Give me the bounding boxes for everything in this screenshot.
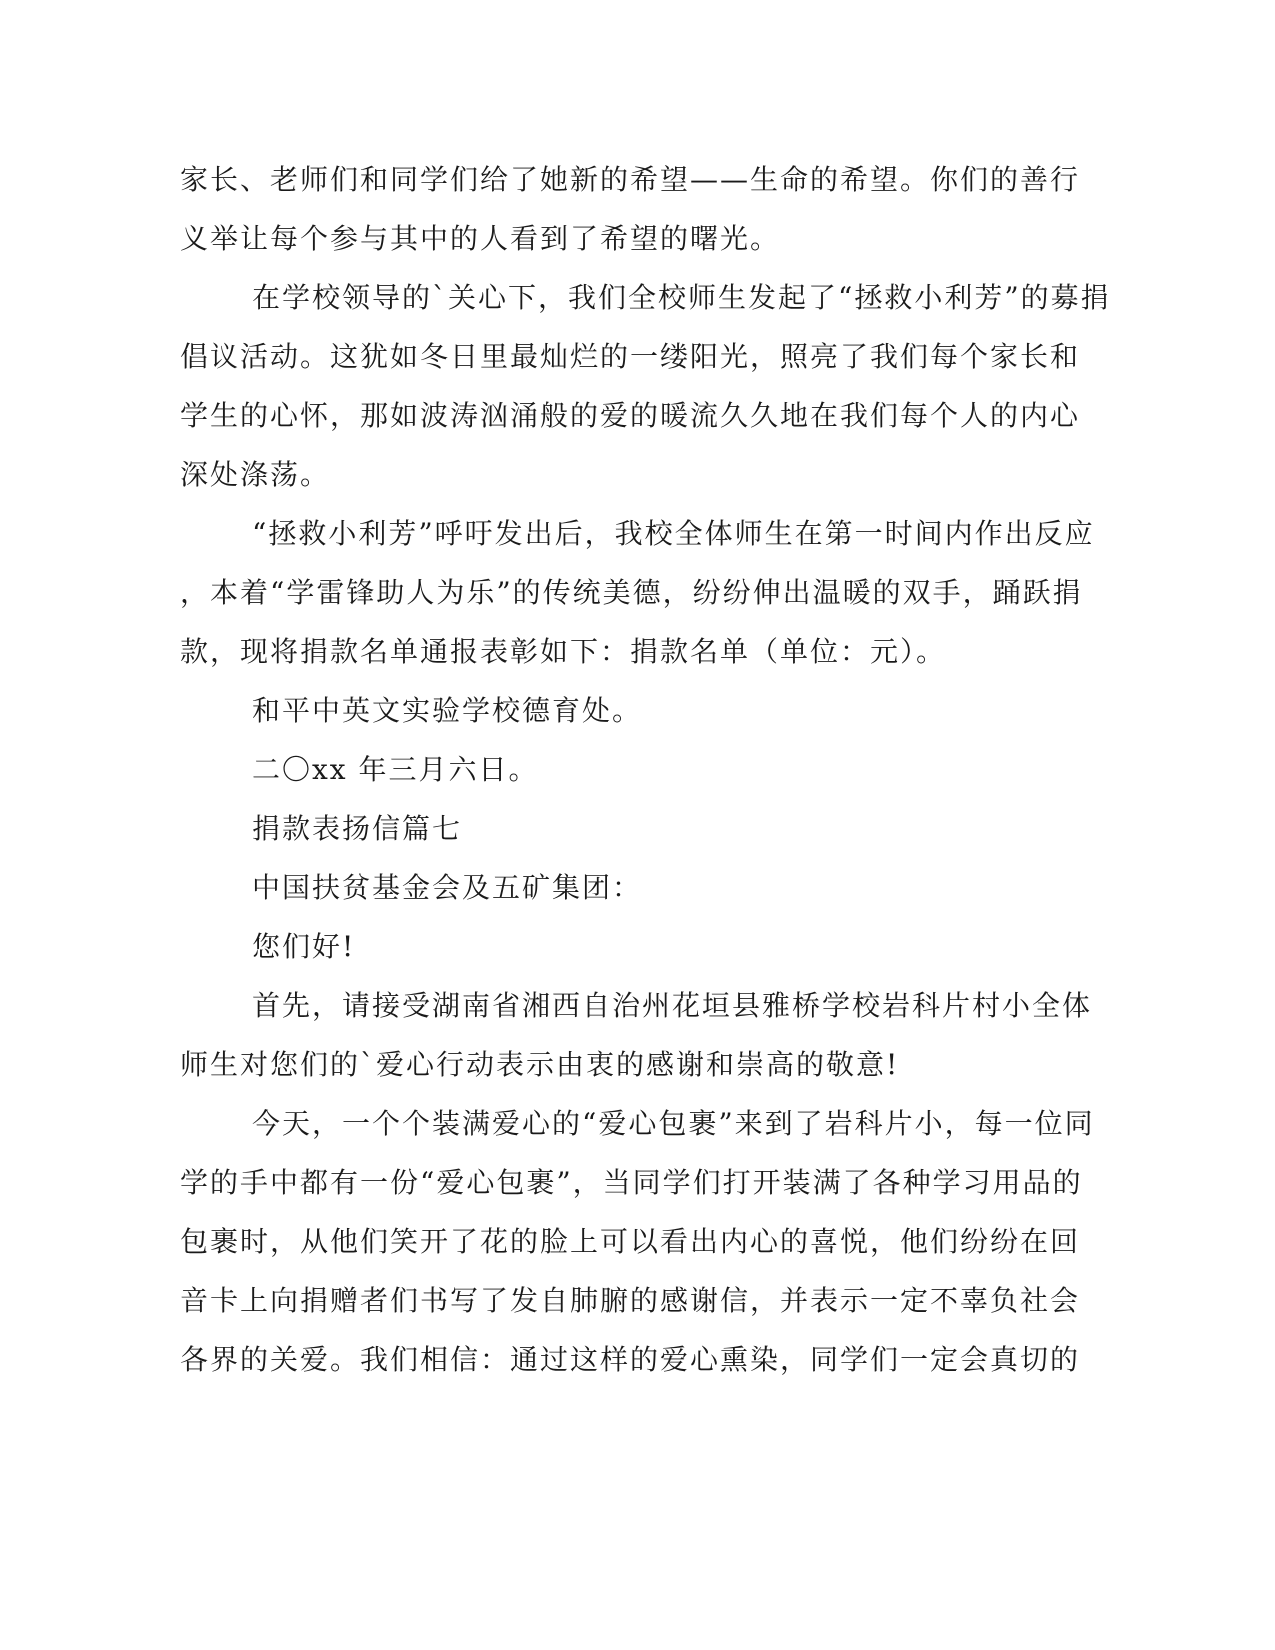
text-line: 各界的关爱。我们相信：通过这样的爱心熏染，同学们一定会真切的 — [180, 1343, 1081, 1376]
salutation-recipient — [180, 858, 1080, 917]
signature-date — [180, 740, 1080, 799]
paragraph-thanks — [180, 976, 1093, 1094]
text-line: 您们好! — [252, 930, 356, 963]
greeting — [180, 917, 1080, 976]
text-line: 款，现将捐款名单通报表彰如下：捐款名单（单位：元）。 — [180, 635, 947, 668]
text-line: 义举让每个参与其中的人看到了希望的曙光。 — [180, 222, 781, 255]
text-line: 深处涤荡。 — [180, 458, 331, 491]
paragraph-3 — [180, 504, 1095, 681]
text-line: 音卡上向捐赠者们书写了发自肺腑的感谢信，并表示一定不辜负社会 — [180, 1284, 1081, 1317]
text-line: 师生对您们的`爱心行动表示由衷的感谢和崇高的敬意! — [180, 1048, 900, 1081]
text-line: 中国扶贫基金会及五矿集团： — [252, 871, 643, 904]
text-line: 二〇xx 年三月六日。 — [252, 753, 539, 786]
text-line: 学生的心怀，那如波涛汹涌般的爱的暖流久久地在我们每个人的内心 — [180, 399, 1081, 432]
text-line: 捐款表扬信篇七 — [252, 812, 463, 845]
text-line: “拯救小利芳”呼吁发出后，我校全体师生在第一时间内作出反应 — [252, 517, 1095, 550]
paragraph-1 — [180, 150, 1080, 268]
text-line: 包裹时，从他们笑开了花的脸上可以看出内心的喜悦，他们纷纷在回 — [180, 1225, 1081, 1258]
text-line: ，本着“学雷锋助人为乐”的传统美德，纷纷伸出温暖的双手，踊跃捐 — [180, 576, 1083, 609]
text-line: 今天，一个个装满爱心的“爱心包裹”来到了岩科片小，每一位同 — [252, 1107, 1095, 1140]
paragraph-body — [180, 1094, 1095, 1389]
text-line: 倡议活动。这犹如冬日里最灿烂的一缕阳光，照亮了我们每个家长和 — [180, 340, 1081, 373]
paragraph-2 — [180, 268, 1111, 504]
signature-org — [180, 681, 1080, 740]
text-line: 在学校领导的`关心下，我们全校师生发起了“拯救小利芳”的募捐 — [252, 281, 1111, 314]
text-line: 学的手中都有一份“爱心包裹”，当同学们打开装满了各种学习用品的 — [180, 1166, 1083, 1199]
document-page — [180, 150, 1111, 1389]
text-line: 家长、老师们和同学们给了她新的希望——生命的希望。你们的善行 — [180, 163, 1081, 196]
text-line: 和平中英文实验学校德育处。 — [252, 694, 643, 727]
text-line: 首先，请接受湖南省湘西自治州花垣县雅桥学校岩科片村小全体 — [252, 989, 1093, 1022]
section-title — [180, 799, 1080, 858]
